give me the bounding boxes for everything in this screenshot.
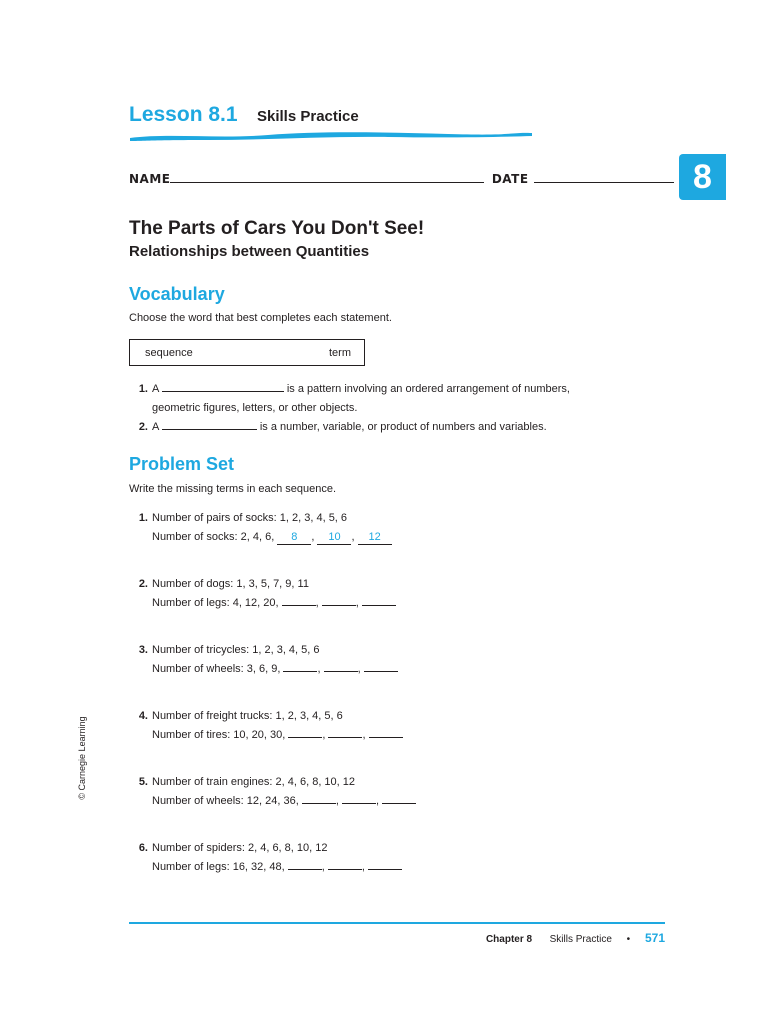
answer-blank[interactable]: 8 [277,531,311,545]
problem-sequence-line: Number of spiders: 2, 4, 6, 8, 10, 12 [152,842,328,854]
answer-separator: , [351,531,358,543]
problem-item [118,641,638,681]
question-prefix: A [152,421,159,433]
problem-answer-line [152,858,402,877]
problem-item [118,509,638,549]
word-bank [129,339,365,366]
answer-blank[interactable] [328,869,362,870]
answer-blank[interactable]: 10 [317,531,351,545]
answer-blank[interactable] [324,671,358,672]
vocabulary-questions [118,380,638,440]
question-number: 2. [138,421,148,433]
problem-number: 1. [138,512,148,524]
problem-item [118,839,638,879]
answer-separator: , [362,729,369,741]
answer-blank[interactable] [288,737,322,738]
problem-answer-line [152,726,403,745]
question-suffix: is a pattern involving an ordered arrangement of numbers, [286,383,570,395]
answer-separator: , [311,531,318,543]
question-text [152,380,570,399]
answer-blank[interactable] [282,605,316,606]
answer-separator: , [361,861,368,873]
lesson-subtitle: Skills Practice [257,108,359,125]
answer-separator: , [317,663,324,675]
problem-number: 4. [138,710,148,722]
answer-separator: , [322,729,329,741]
problem-item [118,707,638,747]
problem-answer-prefix: Number of legs: 16, 32, 48, [152,861,285,873]
answer-separator: , [315,597,322,609]
problem-set-instruction: Write the missing terms in each sequence. [129,483,337,495]
page-number: 571 [644,931,665,945]
header-brush-stroke [128,128,534,142]
problem-answer-line [152,594,396,613]
answer-separator: , [355,597,362,609]
problem-item [118,773,638,813]
footer [486,931,665,945]
answer-blank[interactable] [342,803,376,804]
answer-blank[interactable] [382,803,416,804]
page-subtitle: Relationships between Quantities [129,243,370,260]
date-label: DATE [491,172,529,186]
answer-blank[interactable] [369,737,403,738]
answer-separator: , [321,861,328,873]
footer-section: Skills Practice [549,934,612,945]
problem-answer-line [152,660,398,679]
problem-sequence-line: Number of tricycles: 1, 2, 3, 4, 5, 6 [152,644,320,656]
chapter-tab: 8 [679,154,726,200]
footer-rule [129,922,665,924]
question-number: 1. [138,383,148,395]
answer-blank[interactable] [364,671,398,672]
copyright-note: © Carnegie Learning [77,716,87,800]
answer-separator: , [375,795,383,807]
problem-number: 3. [138,644,148,656]
name-label: NAME [129,172,171,186]
name-field[interactable] [170,182,484,183]
answer-blank[interactable] [302,803,336,804]
answer-separator: , [335,795,342,807]
answer-blank[interactable] [328,737,362,738]
answer-blank[interactable] [368,869,402,870]
problem-set-heading: Problem Set [129,454,235,474]
answer-blank[interactable] [362,605,396,606]
question-prefix: A [152,383,159,395]
word-bank-item: term [329,347,351,359]
question-text [152,418,547,437]
problem-answer-prefix: Number of legs: 4, 12, 20, [152,597,279,609]
problem-answer-prefix: Number of tires: 10, 20, 30, [152,729,286,741]
name-date-row [129,172,674,186]
answer-separator: , [357,663,364,675]
problem-number: 6. [138,842,148,854]
page-title: The Parts of Cars You Don't See! [129,218,425,239]
answer-blank[interactable] [283,671,317,672]
problem-number: 5. [138,776,148,788]
problem-number: 2. [138,578,148,590]
problem-answer-prefix: Number of wheels: 12, 24, 36, [152,795,299,807]
answer-blank[interactable] [162,391,284,392]
problem-answer-prefix: Number of socks: 2, 4, 6, [152,531,275,543]
answer-blank[interactable]: 12 [358,531,392,545]
problem-sequence-line: Number of freight trucks: 1, 2, 3, 4, 5, 6 [152,710,343,722]
problem-answer-line [152,792,416,811]
vocabulary-instruction: Choose the word that best completes each statement. [129,312,392,324]
vocabulary-heading: Vocabulary [129,284,225,304]
footer-bullet: • [626,934,631,945]
problem-answer-line [152,528,392,547]
date-field[interactable] [534,182,674,183]
question-suffix: is a number, variable, or product of numbers and variables. [259,421,547,433]
footer-chapter: Chapter 8 [485,934,533,945]
problem-item [118,575,638,615]
lesson-title: Lesson 8.1 [129,103,238,126]
problem-sequence-line: Number of pairs of socks: 1, 2, 3, 4, 5, 6 [152,512,348,524]
problem-answer-prefix: Number of wheels: 3, 6, 9, [152,663,281,675]
answer-blank[interactable] [162,429,257,430]
question-continuation: geometric figures, letters, or other objects. [152,402,358,414]
answer-blank[interactable] [322,605,356,606]
answer-blank[interactable] [288,869,322,870]
problem-sequence-line: Number of train engines: 2, 4, 6, 8, 10, 12 [152,776,356,788]
word-bank-item: sequence [145,347,193,359]
problem-sequence-line: Number of dogs: 1, 3, 5, 7, 9, 11 [152,578,309,590]
